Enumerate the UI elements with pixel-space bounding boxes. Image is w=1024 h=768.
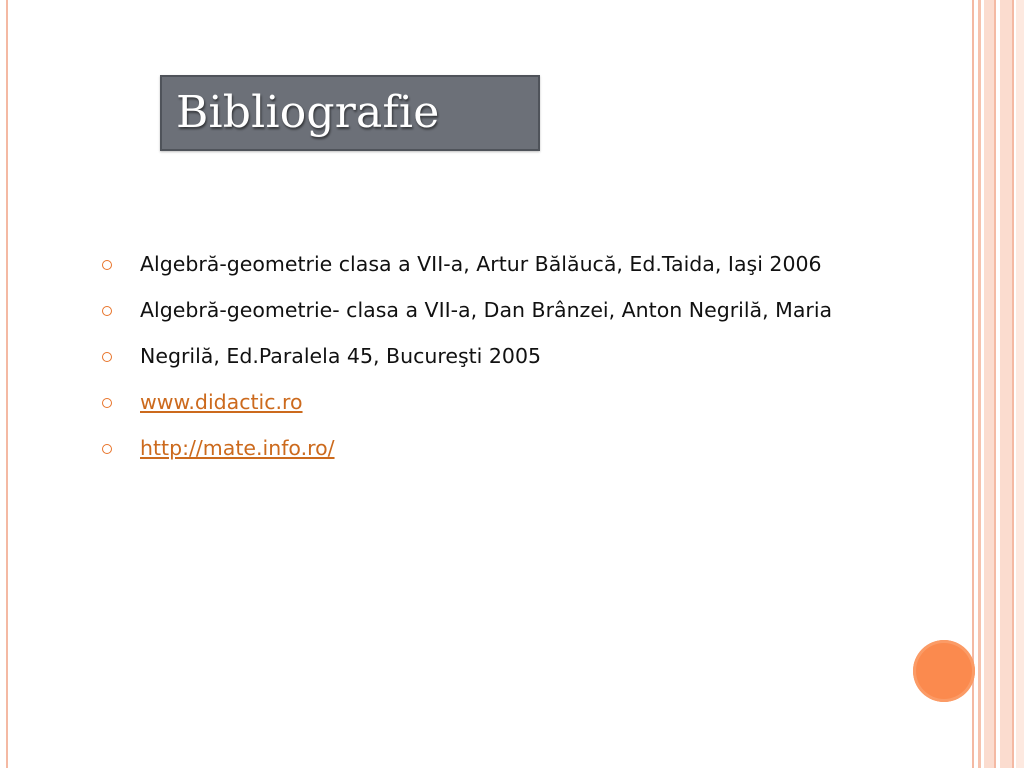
list-item [100, 384, 940, 430]
circle-bullet-icon [102, 398, 112, 408]
mate-info-link[interactable]: http://mate.info.ro/ [140, 436, 335, 460]
list-item [100, 338, 940, 384]
circle-bullet-icon [102, 306, 112, 316]
decorative-stripe [1016, 0, 1024, 768]
list-item [100, 430, 940, 476]
decorative-stripe [1000, 0, 1012, 768]
list-item [100, 292, 940, 338]
title-box [160, 75, 540, 151]
accent-circle-icon [913, 640, 975, 702]
bibliography-list [100, 246, 940, 476]
circle-bullet-icon [102, 352, 112, 362]
decorative-stripe [984, 0, 994, 768]
didactic-link[interactable]: www.didactic.ro [140, 390, 303, 414]
slide-title: Bibliografie [176, 87, 440, 138]
list-item [100, 246, 940, 292]
circle-bullet-icon [102, 260, 112, 270]
bibliography-entry: Algebră-geometrie- clasa a VII-a, Dan Brânzei, Anton Negrilă, Maria [140, 298, 833, 322]
decorative-stripe [978, 0, 981, 768]
decorative-stripe [994, 0, 996, 768]
circle-bullet-icon [102, 444, 112, 454]
decorative-stripe [1012, 0, 1014, 768]
bibliography-entry: Algebră-geometrie clasa a VII-a, Artur Bălăucă, Ed.Taida, Iaşi 2006 [140, 252, 822, 276]
bibliography-entry: Negrilă, Ed.Paralela 45, Bucureşti 2005 [140, 344, 542, 368]
